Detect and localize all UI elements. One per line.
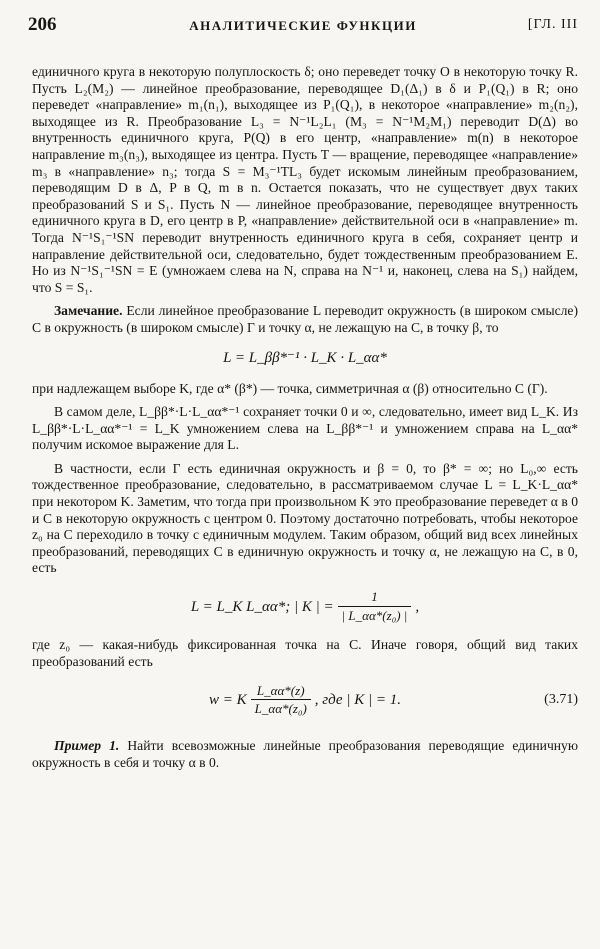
formula-general-form-tail: ,	[415, 598, 420, 615]
paragraph-in-particular: В частности, если Γ есть единичная окружность и β = 0, то β* = ∞; но L₀,∞ есть тождественное преобразование, следовательно, в рассматриваемом случае L = L_K·L_αα* при некотором K. Заметим, что тогда при произвольном K это преобразование переведет α в 0 и C в некоторую окружность с центром 0. Поэтому достаточно потребовать, чтобы некоторое z₀ на C переходило в точку с единичным модулем. Таким образом, общий вид всех линейных преобразований, переводящих C в единичную окружность и точку α, не лежащую на C, в 0, есть	[32, 460, 578, 576]
formula-L-decomposition: L = L_ββ*⁻¹ · L_K · L_αα*	[223, 350, 387, 367]
paragraph-example-1	[32, 738, 578, 771]
page-number: 206	[28, 14, 57, 35]
fraction-numerator: L_αα*(z)	[256, 682, 305, 698]
formula-general-form-left: L = L_K L_αα*; | K | =	[190, 598, 334, 615]
formula-3-71	[32, 680, 578, 720]
example-text: Найти всевозможные линейные преобразования переводящие единичную окружность в себя и точку α в 0.	[32, 738, 579, 770]
page-body	[32, 64, 578, 771]
formula-3-71-left: w = K	[209, 691, 247, 708]
fraction-numerator: 1	[371, 589, 378, 605]
fraction-L-ratio	[251, 683, 311, 718]
formula-general-form	[32, 587, 578, 627]
fraction-denominator: L_αα*(z₀)	[251, 699, 311, 718]
remark-heading: Замечание.	[54, 303, 123, 319]
paragraph-choice-of-K: при надлежащем выборе K, где α* (β*) — точка, симметричная α (β) относительно C (Γ).	[32, 380, 548, 396]
running-title: АНАЛИТИЧЕСКИЕ ФУНКЦИИ	[189, 18, 417, 33]
example-heading: Пример 1.	[54, 738, 120, 754]
paragraph-where-z0: где z₀ — какая-нибудь фиксированная точка на C. Иначе говоря, общий вид таких преобразований есть	[32, 637, 578, 669]
chapter-label: [ГЛ. III	[527, 17, 578, 32]
paragraph-indeed: В самом деле, L_ββ*·L·L_αα*⁻¹ сохраняет точки 0 и ∞, следовательно, имеет вид L_K. Из L_ββ*·L·L_αα*⁻¹ = L_K умножением слева на L_ββ*⁻¹ и умножением справа на L_αα* получим искомое выражение для L.	[32, 404, 578, 453]
formula-3-71-tail: , где | K | = 1.	[314, 691, 401, 708]
running-head	[28, 14, 578, 44]
remark-text: Если линейное преобразование L переводит окружность (в широком смысле) C в окружность (в широком смысле) Γ и точку α, не лежащую на C, в точку β, то	[32, 303, 578, 335]
equation-number: (3.71)	[544, 691, 578, 707]
paragraph-proof-continuation: единичного круга в некоторую полуплоскость δ; оно переведет точку O в некоторую точку R. Пусть L₂(M₂) — линейное преобразование, переводящее D₁(Δ₁) в δ и P₁(Q₁) в R; оно переведет «направление» m₁(n₁), выходящее из P₁(Q₁), в некоторое «направление» m₂(n₂), выходящее из R. Преобразование L₃ = N⁻¹L₂L₁ (M₃ = N⁻¹M₂M₁) переводит D(Δ) во внутренность единичного круга, P(Q) в его центр, «направление» m(n) в некоторое направление m₃(n₃), выходящее из центра. Пусть T — вращение, переводящее «направление» m₃ в «направление» n₃; тогда S = M₃⁻¹TL₃ будет искомым линейным преобразованием, переводящим D в Δ, P в Q, m в n. Остается показать, что не существует двух таких преобразований S и S₁. Пусть N — линейное преобразование, переводящее внутренность единичного круга в D, его центр в P, «направление» действительной оси в «направление» m. Тогда N⁻¹S₁⁻¹SN переводит внутренность единичного круга в себя, сохраняет центр и направление действительной оси, следовательно, будет тождественным преобразованием E. Но из N⁻¹S₁⁻¹SN = E (умножаем слева на N, справа на N⁻¹ и, наконец, слева на S₁) найдем, что S = S₁.	[32, 64, 578, 295]
paragraph-remark	[32, 303, 578, 336]
fraction-modulus-K	[338, 589, 412, 624]
fraction-denominator: | L_αα*(z₀) |	[338, 606, 412, 625]
